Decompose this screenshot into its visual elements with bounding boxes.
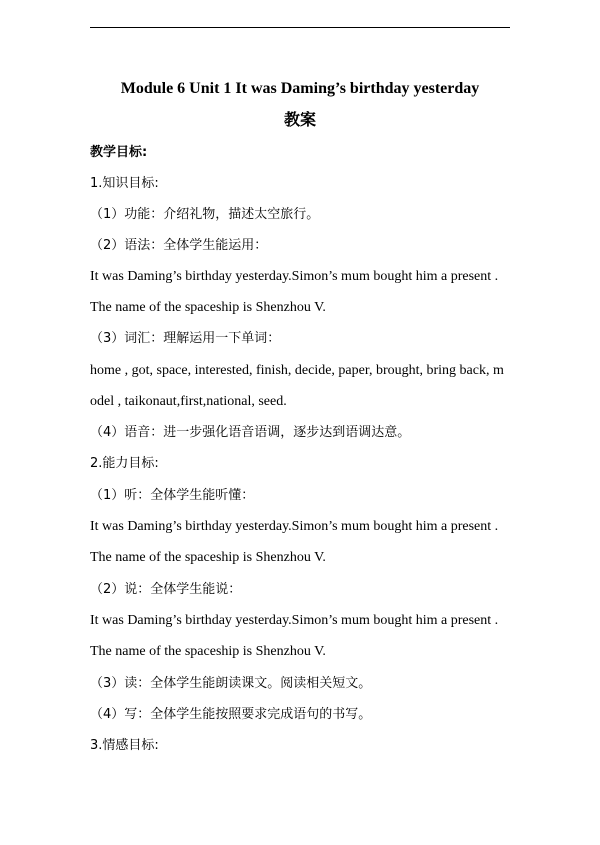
sentence-spaceship-2: The name of the spaceship is Shenzhou V. <box>90 550 326 565</box>
skill-listening: （1）听：全体学生能听懂： <box>90 488 255 503</box>
sentence-spaceship-3: The name of the spaceship is Shenzhou V. <box>90 644 326 659</box>
section-knowledge-goals: 1.知识目标: <box>90 176 159 191</box>
vocab-line-2: odel , taikonaut,first,national, seed. <box>90 394 287 409</box>
header-rule <box>90 27 510 28</box>
page-title: Module 6 Unit 1 It was Daming’s birthday yesterday <box>120 80 480 97</box>
item-vocabulary: （3）词汇：理解运用一下单词： <box>90 331 281 346</box>
sentence-birthday-1: It was Daming’s birthday yesterday.Simon’s mum bought him a present . <box>90 269 499 284</box>
item-function: （1）功能：介绍礼物，描述太空旅行。 <box>90 207 320 222</box>
section-emotional-goals: 3.情感目标: <box>90 738 159 753</box>
sentence-spaceship-1: The name of the spaceship is Shenzhou V. <box>90 300 326 315</box>
skill-reading: （3）读：全体学生能朗读课文。阅读相关短文。 <box>90 676 372 691</box>
sentence-birthday-2: It was Daming’s birthday yesterday.Simon’s mum bought him a present . <box>90 519 499 534</box>
sentence-birthday-3: It was Daming’s birthday yesterday.Simon’s mum bought him a present . <box>90 613 499 628</box>
skill-writing: （4）写：全体学生能按照要求完成语句的书写。 <box>90 707 372 722</box>
item-grammar: （2）语法：全体学生能运用： <box>90 238 268 253</box>
vocab-line-1: home , got, space, interested, finish, decide, paper, brought, bring back, m <box>90 363 504 378</box>
section-ability-goals: 2.能力目标: <box>90 456 159 471</box>
skill-speaking: （2）说：全体学生能说： <box>90 582 242 597</box>
item-phonetics: （4）语音：进一步强化语音语调，逐步达到语调达意。 <box>90 425 411 440</box>
page-subtitle: 教案 <box>283 110 316 129</box>
heading-teaching-goals: 教学目标: <box>90 145 148 160</box>
